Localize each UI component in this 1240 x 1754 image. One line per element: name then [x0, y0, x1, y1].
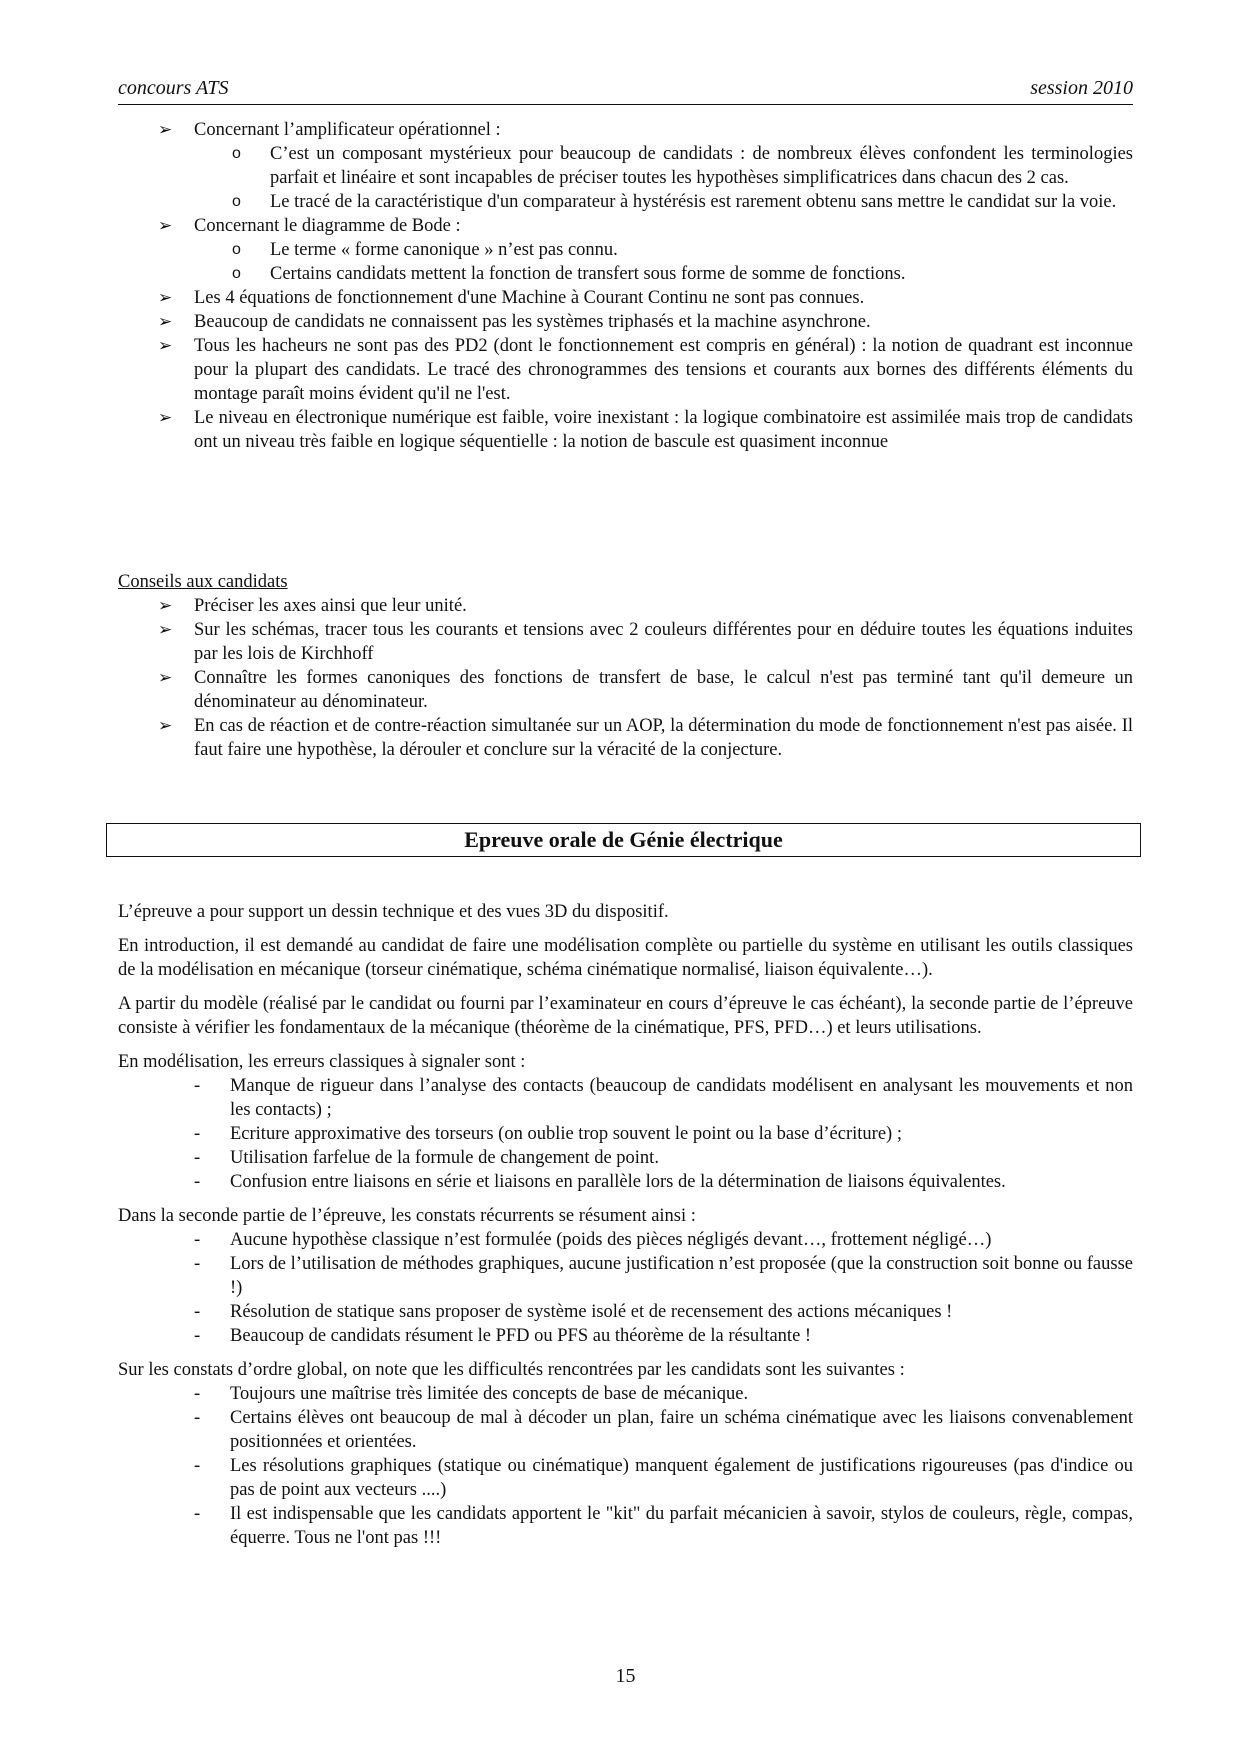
- sub-list-item: o Le terme « forme canonique » n’est pas connu.: [232, 240, 618, 260]
- arrow-bullet-icon: ➢: [158, 596, 173, 616]
- paragraph: A partir du modèle (réalisé par le candidat ou fourni par l’examinateur en cours d’épreuve le cas échéant), la seconde partie de l’épreuve consiste à vérifier les fondamentaux de la mécanique (théorème de la cinématique, PFS, PFD…) et leurs utilisations.: [118, 994, 1133, 1038]
- dash-bullet: -: [194, 1384, 201, 1404]
- header-right: session 2010: [1030, 77, 1133, 99]
- seconde-list: [118, 1228, 1133, 1348]
- arrow-bullet-icon: ➢: [158, 120, 173, 140]
- list-item: - Les résolutions graphiques (statique ou cinématique) manquent également de justifications rigoureuses (pas d'indice ou pas de point aux vecteurs ....): [194, 1456, 1133, 1500]
- list-item: - Résolution de statique sans proposer de système isolé et de recensement des actions mécaniques !: [194, 1302, 953, 1322]
- list-item: - Ecriture approximative des torseurs (on oublie trop souvent le point ou la base d’écriture) ;: [194, 1124, 902, 1144]
- circle-bullet-icon: o: [232, 145, 241, 162]
- arrow-bullet-icon: ➢: [158, 216, 173, 236]
- list-item: - Aucune hypothèse classique n’est formulée (poids des pièces négligés devant…, frottement négligé…): [194, 1230, 992, 1250]
- paragraph: L’épreuve a pour support un dessin technique et des vues 3D du dispositif.: [118, 902, 669, 922]
- list-item: ➢ Sur les schémas, tracer tous les courants et tensions avec 2 couleurs différentes pour en déduire toutes les équations induites par les lois de Kirchhoff: [158, 620, 1133, 664]
- paragraph: Sur les constats d’ordre global, on note que les difficultés rencontrées par les candidats sont les suivantes :: [118, 1360, 905, 1380]
- page-header: [118, 76, 1133, 105]
- list-item: - Toujours une maîtrise très limitée des concepts de base de mécanique.: [194, 1384, 749, 1404]
- paragraph: Dans la seconde partie de l’épreuve, les constats récurrents se résument ainsi :: [118, 1206, 696, 1226]
- list-item: - Lors de l’utilisation de méthodes graphiques, aucune justification n’est proposée (que la construction soit bonne ou fausse !): [194, 1254, 1133, 1298]
- arrow-bullet-icon: ➢: [158, 408, 173, 428]
- list-item: ➢ Les 4 équations de fonctionnement d'une Machine à Courant Continu ne sont pas connues.: [158, 288, 865, 308]
- dash-bullet: -: [194, 1504, 201, 1524]
- paragraph: En modélisation, les erreurs classiques à signaler sont :: [118, 1052, 526, 1072]
- list-item: - Manque de rigueur dans l’analyse des contacts (beaucoup de candidats modélisent en analysant les mouvements et non les contacts) ;: [194, 1076, 1133, 1120]
- arrow-bullet-icon: ➢: [158, 288, 173, 308]
- modelisation-list: [118, 1074, 1133, 1194]
- list-item: ➢ Beaucoup de candidats ne connaissent pas les systèmes triphasés et la machine asynchrone.: [158, 312, 871, 332]
- arrow-bullet-icon: ➢: [158, 620, 173, 640]
- list-item: ➢ Tous les hacheurs ne sont pas des PD2 (dont le fonctionnement est compris en général) : la notion de quadrant est inconnue pour la plupart des candidats. Le tracé des chronogrammes des tensions et courants aux bornes des différents éléments du montage paraît moins évident qu'il ne l'est.: [158, 336, 1133, 404]
- dash-bullet: -: [194, 1124, 201, 1144]
- circle-bullet-icon: o: [232, 265, 241, 282]
- list-item: ➢ Concernant l’amplificateur opérationnel :: [158, 120, 501, 140]
- conseils-title: Conseils aux candidats: [118, 572, 288, 592]
- list-item: ➢ En cas de réaction et de contre-réaction simultanée sur un AOP, la détermination du mode de fonctionnement n'est pas aisée. Il faut faire une hypothèse, la dérouler et conclure sur la véracité de la conjecture.: [158, 716, 1133, 760]
- dash-bullet: -: [194, 1230, 201, 1250]
- circle-bullet-icon: o: [232, 241, 241, 258]
- arrow-bullet-icon: ➢: [158, 312, 173, 332]
- list-item: - Certains élèves ont beaucoup de mal à décoder un plan, faire un schéma cinématique avec les liaisons convenablement positionnées et orientées.: [194, 1408, 1133, 1452]
- dash-bullet: -: [194, 1326, 201, 1346]
- observations-list: [118, 118, 1133, 454]
- sub-list-item: o C’est un composant mystérieux pour beaucoup de candidats : de nombreux élèves confondent les terminologies parfait et linéaire et sont incapables de préciser toutes les hypothèses simplificatrices dans chacun des 2 cas.: [232, 144, 1133, 188]
- sub-list-item: o Certains candidats mettent la fonction de transfert sous forme de somme de fonctions.: [232, 264, 906, 284]
- arrow-bullet-icon: ➢: [158, 336, 173, 356]
- list-item: - Beaucoup de candidats résument le PFD ou PFS au théorème de la résultante !: [194, 1326, 812, 1346]
- dash-bullet: -: [194, 1254, 201, 1274]
- arrow-bullet-icon: ➢: [158, 668, 173, 688]
- circle-bullet-icon: o: [232, 193, 241, 210]
- arrow-bullet-icon: ➢: [158, 716, 173, 736]
- dash-bullet: -: [194, 1172, 201, 1192]
- dash-bullet: -: [194, 1408, 201, 1428]
- dash-bullet: -: [194, 1076, 201, 1096]
- dash-bullet: -: [194, 1302, 201, 1322]
- conseils-section: [118, 570, 1133, 762]
- header-left: concours ATS: [118, 77, 229, 99]
- dash-bullet: -: [194, 1456, 201, 1476]
- page-number: 15: [615, 1665, 636, 1687]
- list-item: ➢ Concernant le diagramme de Bode :: [158, 216, 461, 236]
- paragraph: En introduction, il est demandé au candidat de faire une modélisation complète ou partielle du système en utilisant les outils classiques de la modélisation en mécanique (torseur cinématique, schéma cinématique normalisé, liaison équivalente…).: [118, 936, 1133, 980]
- document-page: [118, 0, 1133, 1754]
- list-item: ➢ Le niveau en électronique numérique est faible, voire inexistant : la logique combinatoire est assimilée mais trop de candidats ont un niveau très faible en logique séquentielle : la notion de bascule est quasiment inconnue: [158, 408, 1133, 452]
- sub-list-item: o Le tracé de la caractéristique d'un comparateur à hystérésis est rarement obtenu sans mettre le candidat sur la voie.: [232, 192, 1117, 212]
- list-item: - Il est indispensable que les candidats apportent le "kit" du parfait mécanicien à savoir, stylos de couleurs, règle, compas, équerre. Tous ne l'ont pas !!!: [194, 1504, 1133, 1548]
- epreuve-section: [118, 900, 1133, 1550]
- list-item: ➢ Connaître les formes canoniques des fonctions de transfert de base, le calcul n'est pas terminé tant qu'il demeure un dénominateur au dénominateur.: [158, 668, 1133, 712]
- section-title: Epreuve orale de Génie électrique: [106, 823, 1141, 857]
- dash-bullet: -: [194, 1148, 201, 1168]
- list-item: - Utilisation farfelue de la formule de changement de point.: [194, 1148, 659, 1168]
- global-list: [118, 1382, 1133, 1550]
- list-item: ➢ Préciser les axes ainsi que leur unité.: [158, 596, 467, 616]
- list-item: - Confusion entre liaisons en série et liaisons en parallèle lors de la détermination de liaisons équivalentes.: [194, 1172, 1006, 1192]
